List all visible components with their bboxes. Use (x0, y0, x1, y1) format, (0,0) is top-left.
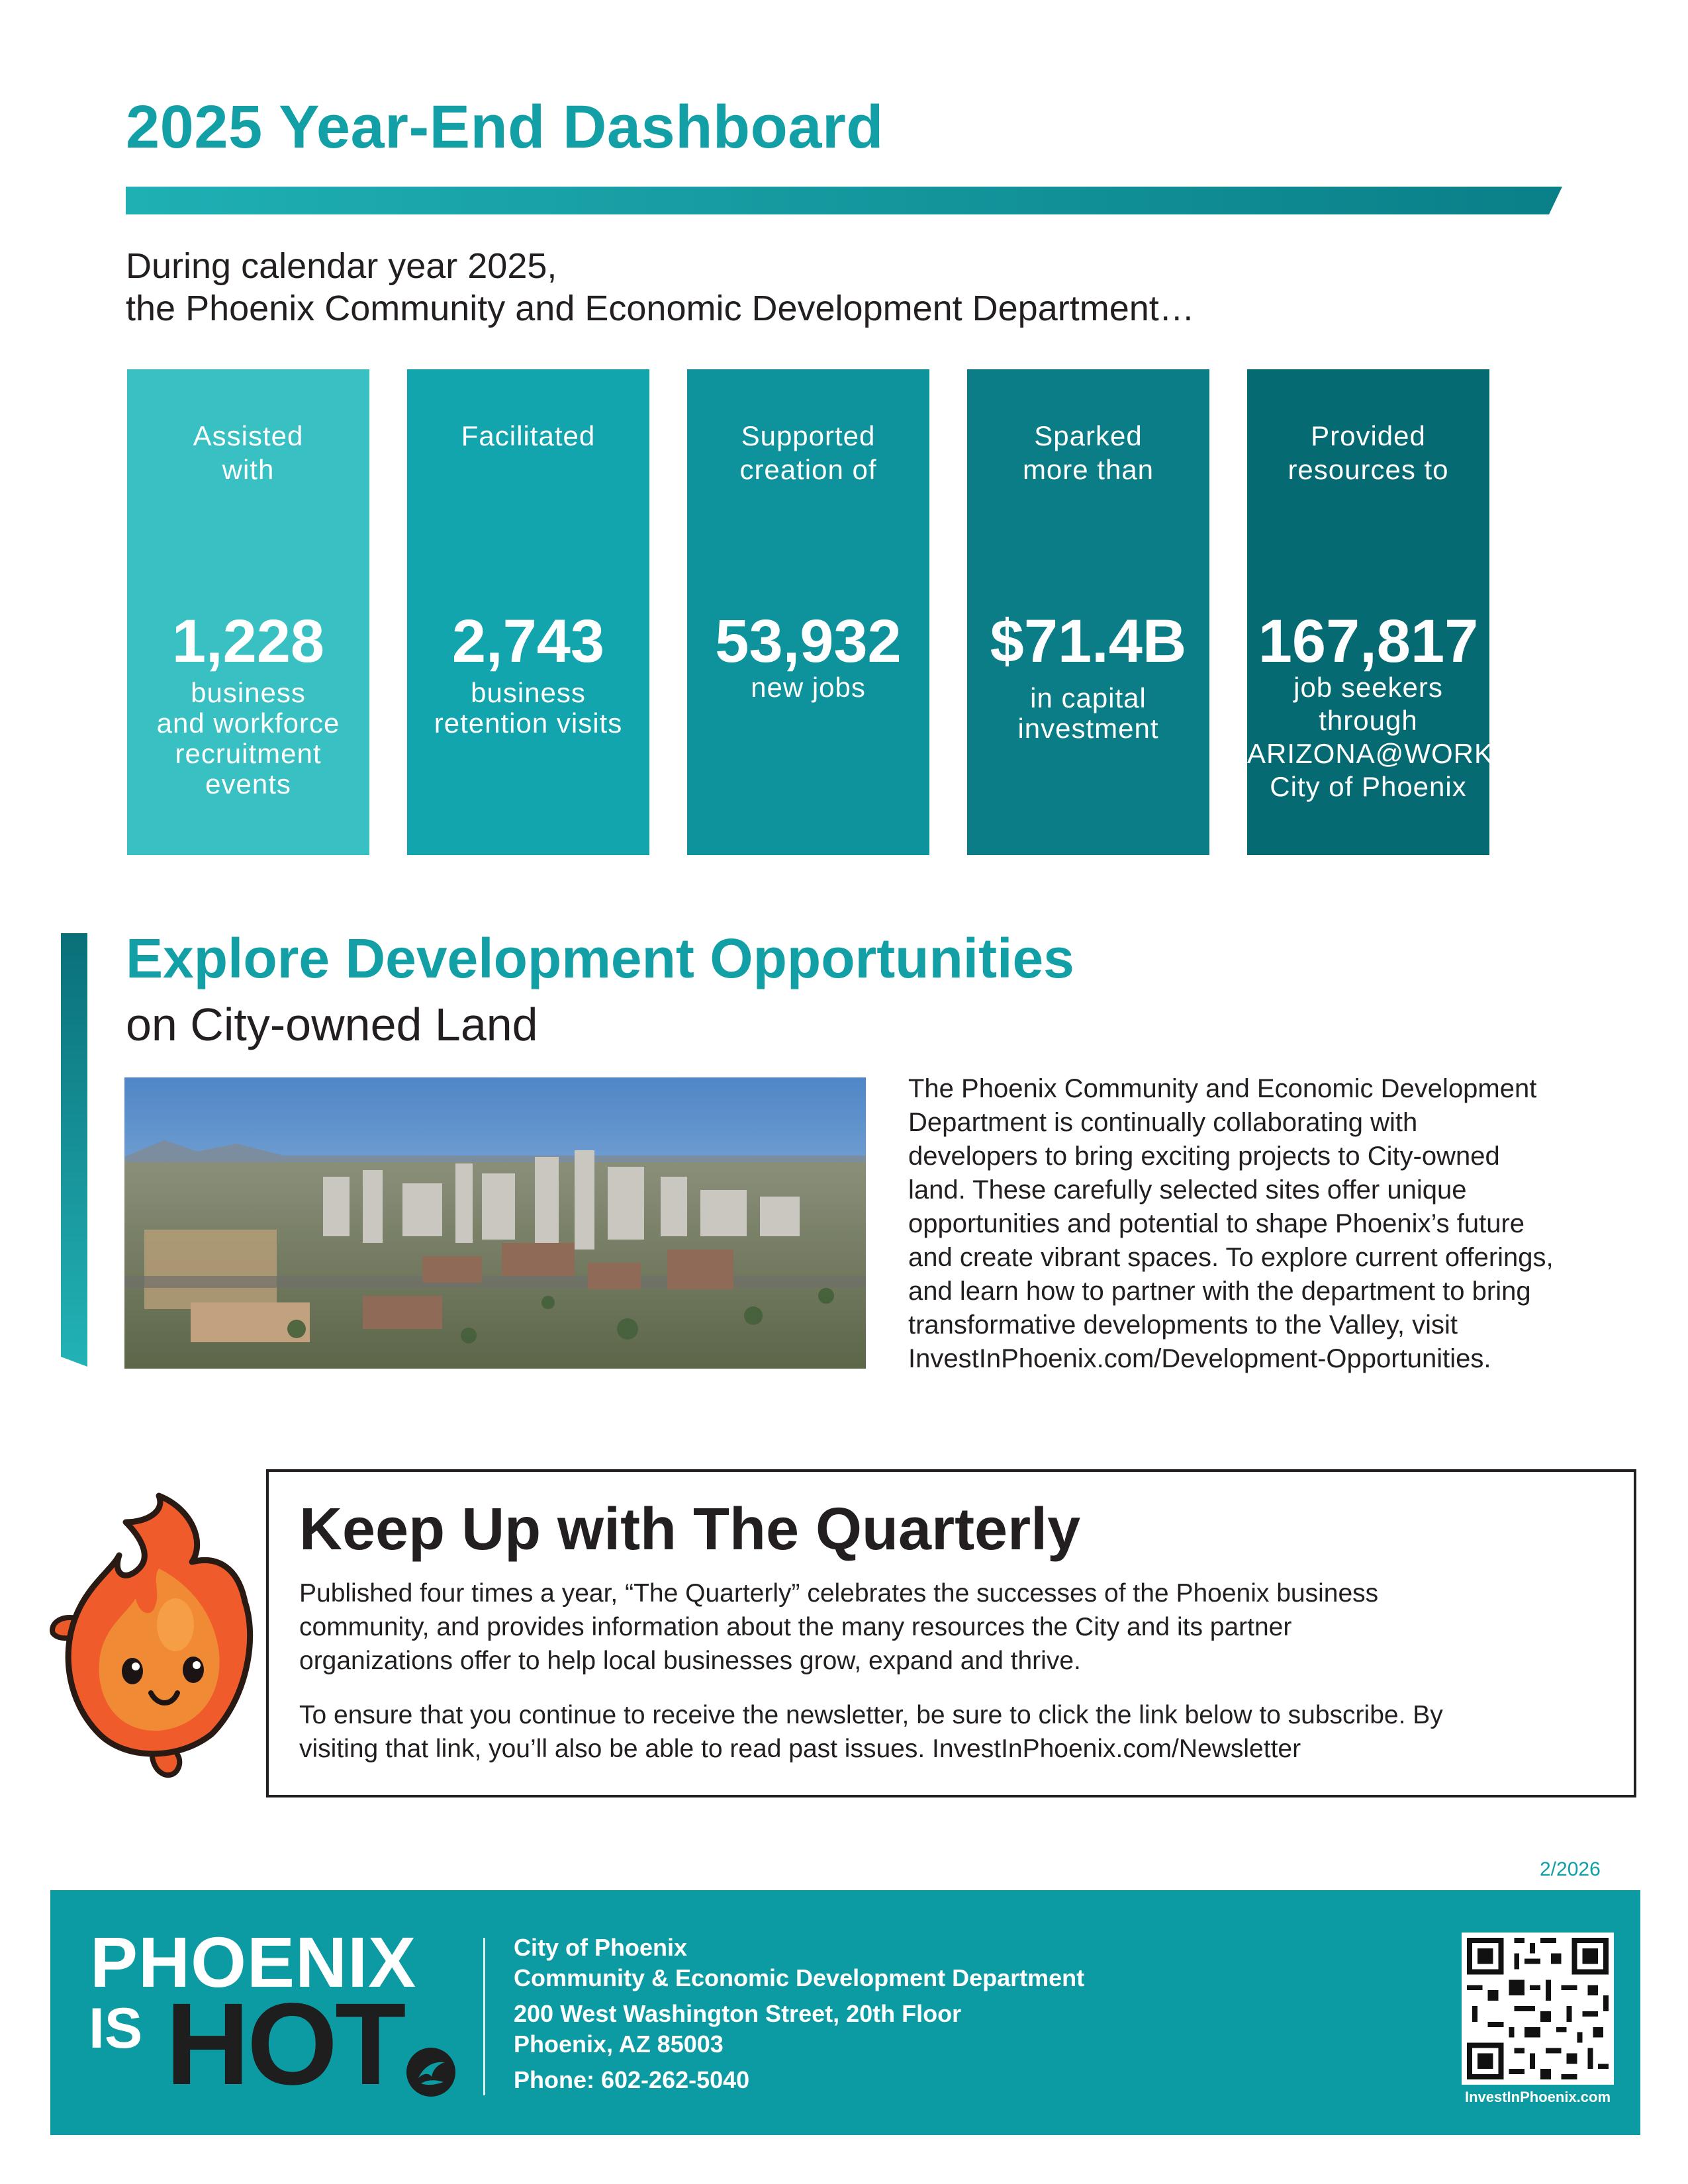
stat-description: business retention visits (434, 677, 623, 739)
intro-line: During calendar year 2025, (126, 246, 557, 286)
title-underline-bar (126, 187, 1562, 214)
city-aerial-photo (124, 1077, 866, 1369)
body-line: opportunities and potential to shape Phoenix’s future (908, 1209, 1525, 1238)
body-line: The Phoenix Community and Economic Development (908, 1074, 1537, 1103)
logo-is-text: IS (89, 1997, 143, 2060)
stat-lead: Facilitated (461, 420, 596, 451)
phoenix-bird-icon (405, 2046, 457, 2098)
department-name: Community & Economic Development Department (514, 1964, 1085, 1991)
stat-lead: Sparked more than (1022, 420, 1154, 485)
body-line: and learn how to partner with the department to bring (908, 1277, 1531, 1306)
flame-mascot-icon (40, 1482, 278, 1794)
stat-description: job seekers through ARIZONA@WORK City of Phoenix (1247, 672, 1493, 802)
stat-description: in capital investment (1017, 682, 1159, 744)
paragraph-line: visiting that link, you’ll also be able to read past issues. InvestInPhoenix.com/Newsletter (299, 1735, 1301, 1763)
org-name: City of Phoenix (514, 1934, 688, 1961)
stat-card-events (127, 369, 369, 855)
stat-value: 1,228 (171, 608, 325, 675)
footer-divider (483, 1938, 485, 2095)
stat-value: $71.4B (990, 608, 1187, 675)
section-accent-bar (61, 933, 87, 1367)
body-line: and create vibrant spaces. To explore current offerings, (908, 1243, 1554, 1272)
stat-value: 53,932 (715, 608, 902, 675)
paragraph-line: To ensure that you continue to receive the newsletter, be sure to click the link below to subscribe. By (299, 1701, 1443, 1729)
section-subtitle: on City-owned Land (126, 999, 538, 1050)
paragraph-line: Published four times a year, “The Quarterly” celebrates the successes of the Phoenix business (299, 1579, 1379, 1608)
address-line: 200 West Washington Street, 20th Floor (514, 2000, 962, 2027)
newsletter-paragraph (299, 1698, 1443, 1766)
stat-card-job-seekers (1247, 369, 1493, 855)
stat-card-new-jobs (687, 369, 929, 855)
stat-value: 167,817 (1258, 608, 1479, 675)
newsletter-paragraph (299, 1576, 1378, 1678)
stat-card-retention-visits (407, 369, 649, 855)
logo-phoenix-text: PHOENIX (90, 1922, 417, 2002)
body-line: developers to bring exciting projects to City-owned (908, 1142, 1500, 1171)
stat-value: 2,743 (451, 608, 605, 675)
stat-lead: Assisted with (193, 420, 304, 485)
stat-lead: Provided resources to (1288, 420, 1449, 485)
stat-lead: Supported creation of (739, 420, 877, 485)
address-line: Phoenix, AZ 85003 (514, 2030, 724, 2058)
publication-date: 2/2026 (1540, 1858, 1601, 1880)
website-url[interactable]: InvestInPhoenix.com (1464, 2089, 1611, 2105)
body-line: land. These carefully selected sites offer unique (908, 1175, 1467, 1205)
qr-code-icon[interactable] (1462, 1933, 1614, 2085)
stat-description: business and workforce recruitment events (156, 677, 340, 799)
contact-info (514, 1933, 1084, 2095)
intro-text (126, 245, 1195, 330)
paragraph-line: community, and provides information about the many resources the City and its partner (299, 1613, 1292, 1641)
logo-hot-text: HOT (165, 1979, 404, 2109)
newsletter-title: Keep Up with The Quarterly (299, 1496, 1081, 1563)
section-title: Explore Development Opportunities (126, 927, 1074, 989)
section-body-text (908, 1072, 1636, 1376)
intro-line: the Phoenix Community and Economic Development Department… (126, 289, 1195, 328)
phone-number[interactable]: Phone: 602-262-5040 (514, 2066, 750, 2093)
body-line: InvestInPhoenix.com/Development-Opportunities. (908, 1344, 1491, 1373)
body-line: transformative developments to the Valley, visit (908, 1310, 1458, 1340)
stat-card-capital-investment (967, 369, 1209, 855)
page-title: 2025 Year-End Dashboard (126, 93, 884, 161)
paragraph-line: organizations offer to help local businesses grow, expand and thrive. (299, 1647, 1081, 1675)
body-line: Department is continually collaborating with (908, 1108, 1418, 1137)
stat-description: new jobs (751, 672, 866, 703)
